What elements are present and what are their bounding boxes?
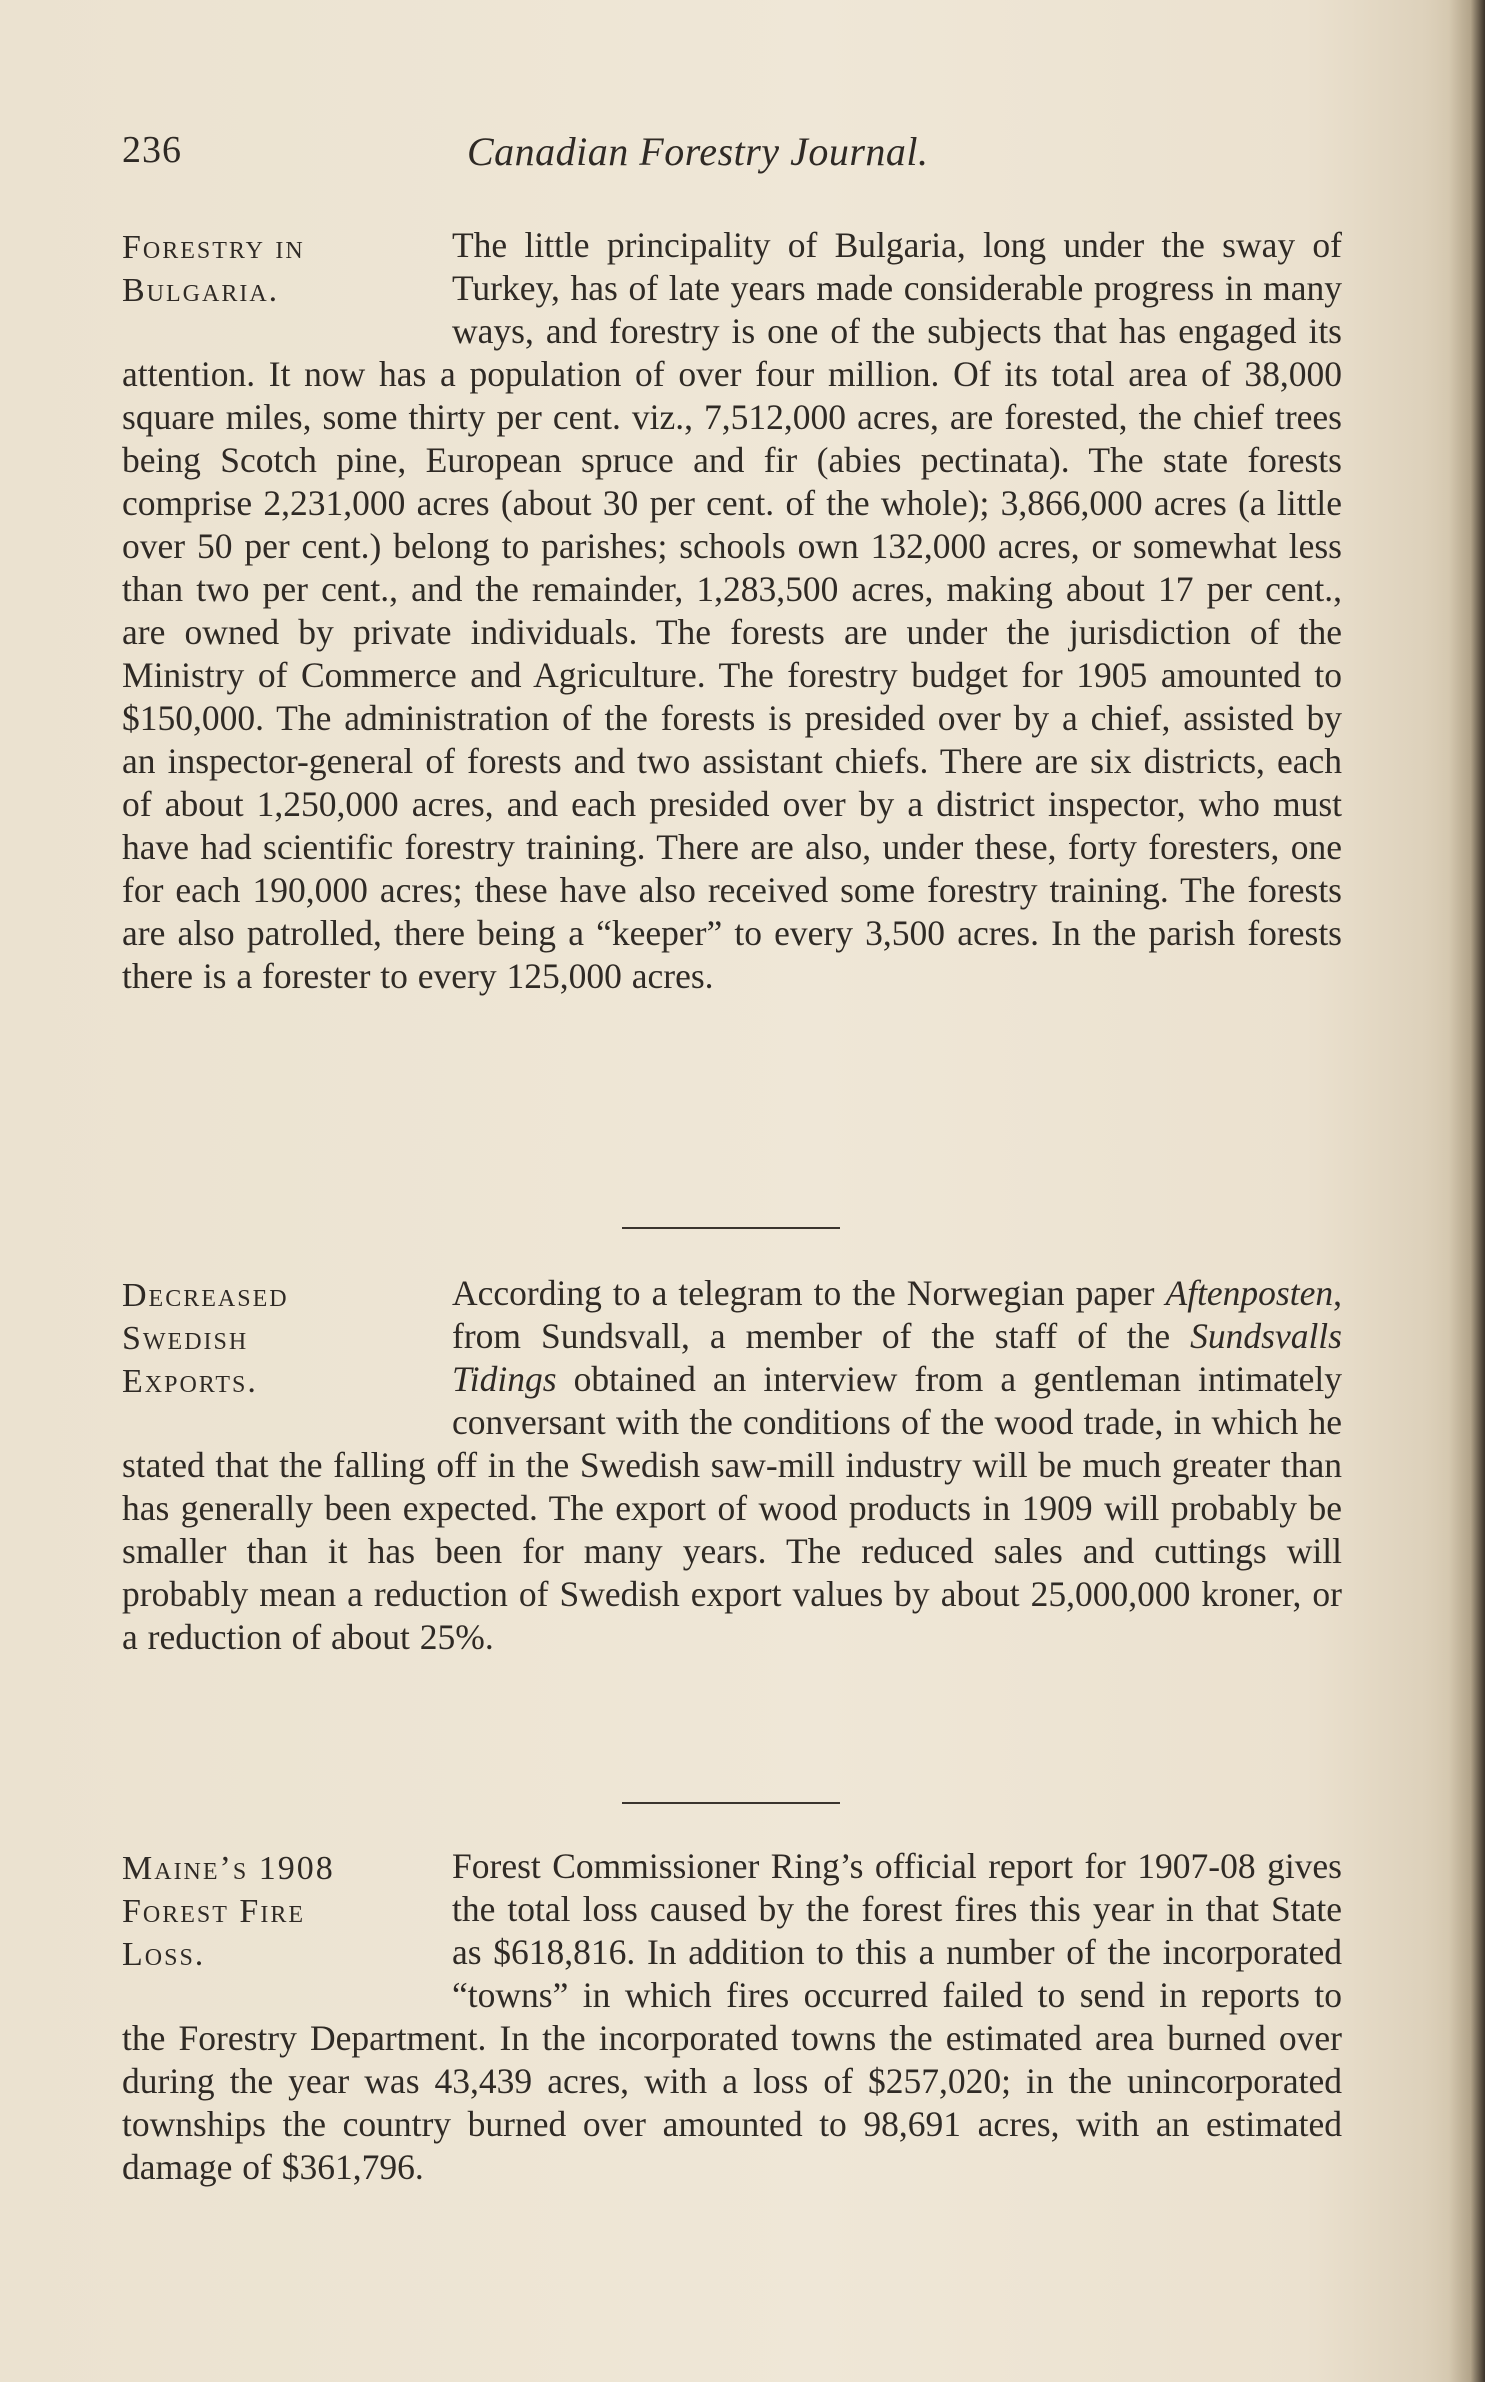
newspaper-title: Sundsvalls Tidings bbox=[452, 1316, 1342, 1399]
section-divider bbox=[622, 1802, 840, 1804]
side-heading: Maine’s 1908 Forest Fire Loss. bbox=[122, 1850, 335, 1973]
article-maines-1908-forest-fire-loss bbox=[122, 1845, 1342, 2189]
article-body: Forest Commissioner Ring’s official report for 1907-08 gives the total loss caused by the forest fires this year in that State as $618,816. In addition to this a number of the incorporated “towns” in which fires occurred failed to send in reports to the Forestry Department. In the incorporated towns the estimated area burned over during the year was 43,439 acres, with a loss of $257,020; in the unincorporated townships the country burned over amounted to 98,691 acres, with an estimated damage of $361,796. bbox=[122, 1846, 1342, 2187]
body-text-part: obtained an interview from a gentleman intimately conversant with the conditions of the wood trade, in which he stated that the falling off in the Swedish saw-mill industry will be much greater than has generally been expected. The export of wood products in 1909 will probably be smaller than it has been for many years. The reduced sales and cuttings will probably mean a reduction of Swedish export values by about 25,000,000 kroner, or a reduction of about 25%. bbox=[122, 1359, 1342, 1657]
newspaper-title: Aftenposten bbox=[1165, 1273, 1334, 1313]
body-text-part: According to a telegram to the Norwegian paper bbox=[452, 1273, 1166, 1313]
running-header bbox=[122, 128, 1342, 184]
journal-title: Canadian Forestry Journal. bbox=[467, 129, 929, 174]
side-heading: Forestry in Bulgaria. bbox=[122, 229, 305, 309]
article-forestry-in-bulgaria bbox=[122, 224, 1342, 998]
page-edge-shadow bbox=[1449, 0, 1485, 2382]
article-body: The little principality of Bulgaria, long under the sway of Turkey, has of late years made considerable progress in many ways, and forestry is one of the subjects that has engaged its attention. It now has a population of over four million. Of its total area of 38,000 square miles, some thirty per cent. viz., 7,512,000 acres, are forested, the chief trees being Scotch pine, European spruce and fir (abies pectinata). The state forests comprise 2,231,000 acres (about 30 per cent. of the whole); 3,866,000 acres (a little over 50 per cent.) belong to parishes; schools own 132,000 acres, or somewhat less than two per cent., and the remainder, 1,283,500 acres, making about 17 per cent., are owned by private individuals. The forests are under the jurisdiction of the Ministry of Commerce and Agriculture. The forestry budget for 1905 amounted to $150,000. The administration of the forests is presided over by a chief, assisted by an inspector-general of forests and two assistant chiefs. There are six districts, each of about 1,250,000 acres, and each presided over by a district inspector, who must have had scientific forestry training. There are also, under these, forty foresters, one for each 190,000 acres; these have also received some forestry training. The forests are also patrolled, there being a “keeper” to every 3,500 acres. In the parish forests there is a forester to every 125,000 acres. bbox=[122, 225, 1342, 996]
side-heading: Decreased Swedish Exports. bbox=[122, 1277, 289, 1400]
body-text-part: , from Sundsvall, a member of the staff of the bbox=[452, 1273, 1342, 1356]
article-decreased-swedish-exports bbox=[122, 1272, 1342, 1659]
page-number: 236 bbox=[122, 129, 182, 171]
section-divider bbox=[622, 1227, 840, 1229]
